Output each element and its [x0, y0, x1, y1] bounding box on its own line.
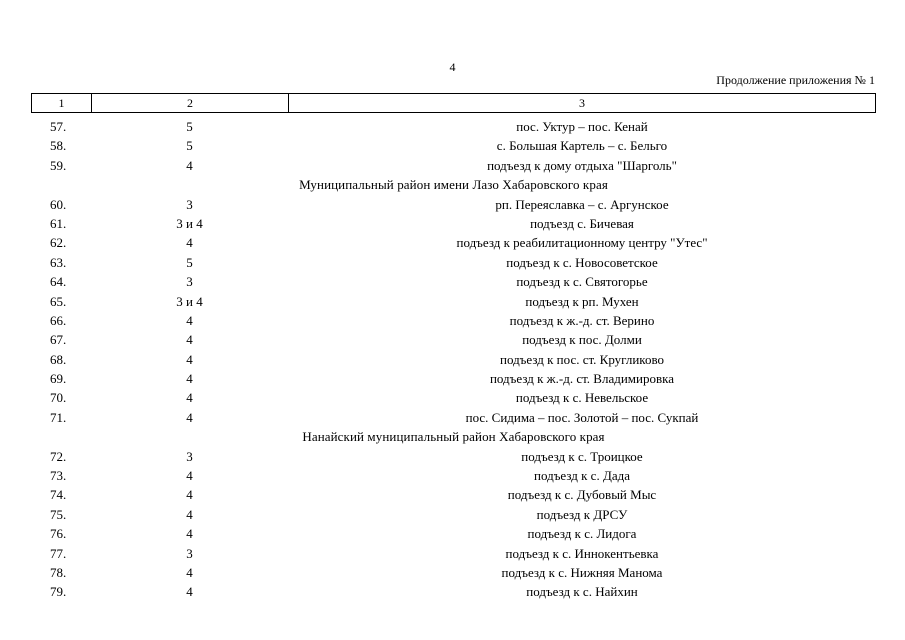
row-number: 58. — [50, 138, 67, 154]
table-row — [31, 485, 876, 504]
row-road-name: подъезд с. Бичевая — [530, 215, 634, 231]
table-row — [31, 195, 876, 214]
row-road-name: подъезд к с. Дубовый Мыс — [507, 487, 657, 503]
row-category: 4 — [186, 468, 193, 484]
row-number: 62. — [50, 235, 67, 251]
section-title: Муниципальный район имени Лазо Хабаровского края — [299, 177, 608, 193]
row-category: 4 — [186, 235, 193, 251]
row-road-name: подъезд к реабилитационному центру "Утес" — [456, 235, 708, 251]
row-number: 71. — [50, 409, 67, 425]
page-number: 4 — [449, 60, 456, 74]
table-row — [31, 330, 876, 349]
row-number: 75. — [50, 506, 67, 522]
table-row — [31, 563, 876, 582]
row-category: 4 — [186, 564, 193, 580]
row-category: 4 — [186, 390, 193, 406]
row-road-name: подъезд к ж.-д. ст. Владимировка — [489, 371, 675, 387]
row-number: 76. — [50, 526, 67, 542]
row-number: 59. — [50, 157, 67, 173]
row-road-name: подъезд к ж.-д. ст. Верино — [509, 312, 655, 328]
row-road-name: подъезд к с. Нижняя Манома — [501, 564, 663, 580]
row-category: 4 — [186, 157, 193, 173]
row-category: 4 — [186, 584, 193, 600]
row-category: 4 — [186, 487, 193, 503]
row-road-name: пос. Уктур – пос. Кенай — [516, 119, 648, 134]
row-road-name: пос. Сидима – пос. Золотой – пос. Сукпай — [465, 409, 699, 425]
row-category: 4 — [186, 371, 193, 387]
row-road-name: подъезд к рп. Мухен — [525, 293, 639, 309]
row-number: 68. — [50, 351, 67, 367]
row-category: 4 — [186, 351, 193, 367]
row-road-name: подъезд к дому отдыха "Шарголь" — [487, 157, 677, 173]
row-road-name: с. Большая Картель – с. Бельго — [496, 138, 668, 154]
row-category: 5 — [186, 254, 193, 270]
row-road-name: подъезд к ДРСУ — [536, 506, 628, 522]
row-number: 61. — [50, 215, 67, 231]
row-number: 73. — [50, 468, 67, 484]
row-road-name: подъезд к с. Троицкое — [521, 448, 643, 464]
table-body — [31, 117, 876, 602]
section-heading-row — [31, 427, 876, 446]
table-row — [31, 544, 876, 563]
table-row — [31, 524, 876, 543]
row-category: 3 и 4 — [176, 215, 203, 231]
row-category: 4 — [186, 526, 193, 542]
row-number: 63. — [50, 254, 67, 270]
header-col-1: 1 — [32, 94, 92, 112]
row-number: 67. — [50, 332, 67, 348]
header-col-2: 2 — [92, 94, 289, 112]
table-row — [31, 447, 876, 466]
table-row — [31, 369, 876, 388]
table-row — [31, 233, 876, 252]
row-number: 60. — [50, 196, 67, 212]
row-number: 57. — [50, 119, 67, 134]
table-header — [31, 93, 876, 113]
row-number: 66. — [50, 312, 67, 328]
row-road-name: подъезд к пос. ст. Кругликово — [499, 351, 665, 367]
row-category: 3 — [186, 274, 193, 290]
table-row — [31, 350, 876, 369]
row-road-name: подъезд к с. Невельское — [515, 390, 649, 406]
row-road-name: подъезд к с. Святогорье — [516, 274, 648, 290]
table-row — [31, 388, 876, 407]
row-category: 4 — [186, 332, 193, 348]
table-row — [31, 505, 876, 524]
continuation-label: Продолжение приложения № 1 — [716, 73, 875, 87]
row-category: 5 — [186, 138, 193, 154]
row-number: 74. — [50, 487, 67, 503]
row-category: 4 — [186, 409, 193, 425]
row-category: 3 и 4 — [176, 293, 203, 309]
row-road-name: подъезд к с. Новосоветское — [506, 254, 658, 270]
row-number: 79. — [50, 584, 67, 600]
row-road-name: рп. Переяславка – с. Аргунское — [495, 196, 669, 212]
section-title: Нанайский муниципальный район Хабаровского края — [302, 429, 605, 445]
table-row — [31, 136, 876, 155]
table-row — [31, 466, 876, 485]
table-row — [31, 272, 876, 291]
row-road-name: подъезд к с. Найхин — [526, 584, 638, 600]
row-number: 78. — [50, 564, 67, 580]
row-number: 70. — [50, 390, 67, 406]
table-row — [31, 408, 876, 427]
table-row — [31, 582, 876, 601]
row-number: 72. — [50, 448, 67, 464]
table-row — [31, 214, 876, 233]
table-row — [31, 156, 876, 175]
row-number: 65. — [50, 293, 67, 309]
row-category: 3 — [186, 196, 193, 212]
row-number: 77. — [50, 545, 67, 561]
row-category: 3 — [186, 545, 193, 561]
row-road-name: подъезд к пос. Долми — [522, 332, 642, 348]
row-category: 4 — [186, 506, 193, 522]
table-row — [31, 311, 876, 330]
section-heading-row — [31, 175, 876, 194]
row-road-name: подъезд к с. Дада — [534, 468, 630, 484]
row-number: 64. — [50, 274, 67, 290]
header-col-3: 3 — [579, 96, 585, 110]
table-row — [31, 292, 876, 311]
table-row — [31, 253, 876, 272]
row-road-name: подъезд к с. Иннокентьевка — [505, 545, 659, 561]
row-category: 3 — [186, 448, 193, 464]
row-number: 69. — [50, 371, 67, 387]
row-category: 4 — [186, 312, 193, 328]
row-category: 5 — [186, 119, 193, 134]
table-row — [31, 117, 876, 136]
row-road-name: подъезд к с. Лидога — [527, 526, 637, 542]
